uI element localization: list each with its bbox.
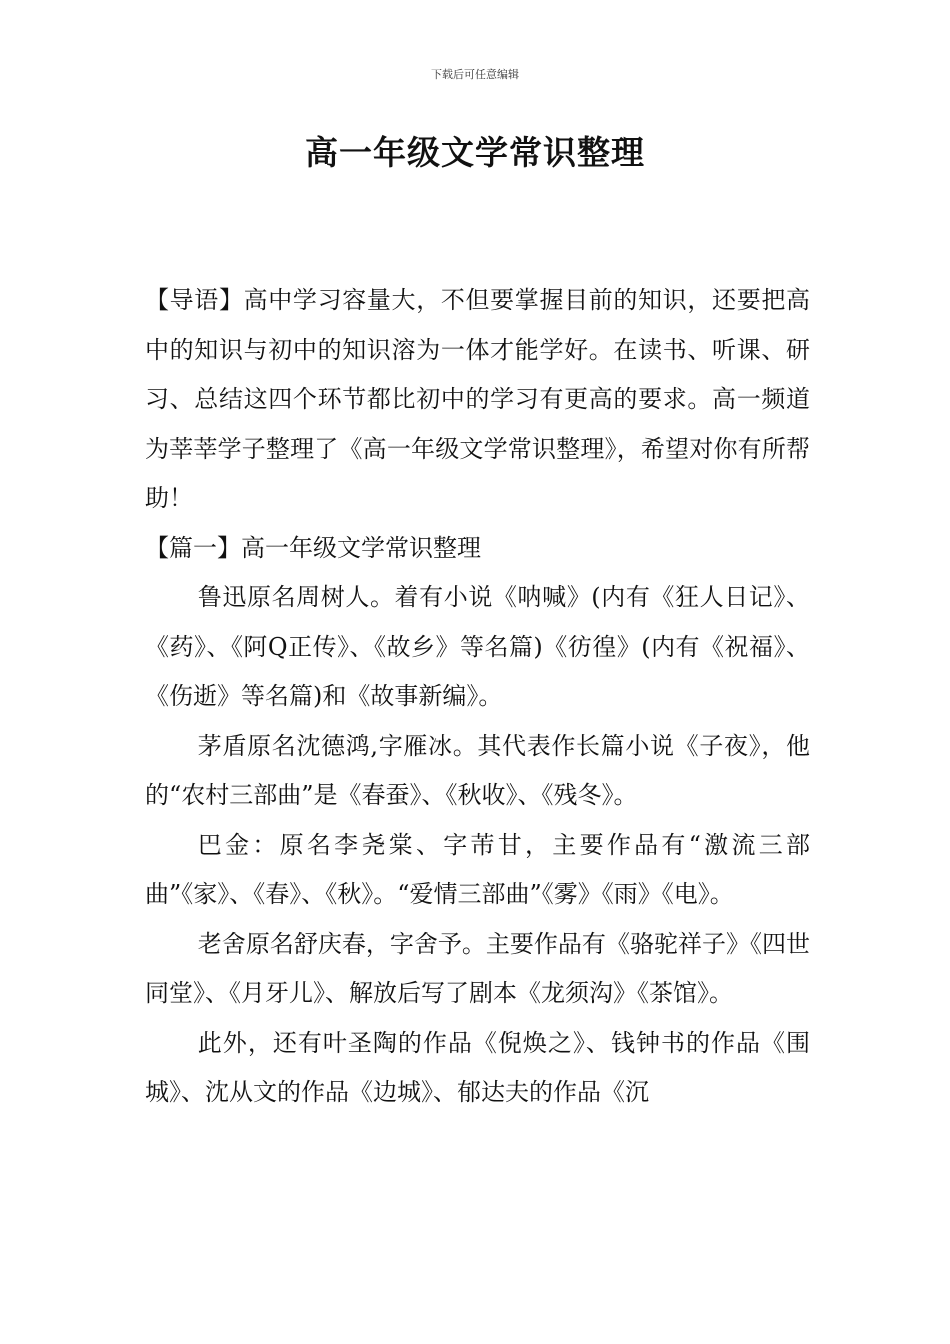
header-note: 下载后可任意编辑 xyxy=(431,68,519,81)
paragraph-laoshe: 老舍原名舒庆春，字舍予。主要作品有《骆驼祥子》《四世同堂》、《月牙儿》、解放后写了剧本《龙须沟》《茶馆》。 xyxy=(145,929,810,1007)
section-heading: 【篇一】高一年级文学常识整理 xyxy=(145,533,481,562)
paragraph-maodun: 茅盾原名沈德鸿,字雁冰。其代表作长篇小说《子夜》，他的“农村三部曲”是《春蚕》、《秋收》、《残冬》。 xyxy=(145,731,810,809)
intro-paragraph: 【导语】高中学习容量大，不但要掌握目前的知识，还要把高中的知识与初中的知识溶为一体才能学好。在读书、听课、研习、总结这四个环节都比初中的学习有更高的要求。高一频道为莘莘学子整理了《高一年级文学常识整理》，希望对你有所帮助！ xyxy=(145,286,810,512)
paragraph-bajin: 巴金：原名李尧棠、字芾甘，主要作品有“激流三部曲”《家》、《春》、《秋》。“爱情三部曲”《雾》《雨》《电》。 xyxy=(145,830,810,908)
paragraph-luxun: 鲁迅原名周树人。着有小说《呐喊》(内有《狂人日记》、《药》、《阿Q正传》、《故乡》等名篇)《彷徨》(内有《祝福》、《伤逝》等名篇)和《故事新编》。 xyxy=(145,583,810,710)
paragraph-others: 此外，还有叶圣陶的作品《倪焕之》、钱钟书的作品《围城》、沈从文的作品《边城》、郁达夫的作品《沉 xyxy=(145,1028,810,1106)
document-body xyxy=(145,276,810,1118)
document-title: 高一年级文学常识整理 xyxy=(305,133,645,172)
